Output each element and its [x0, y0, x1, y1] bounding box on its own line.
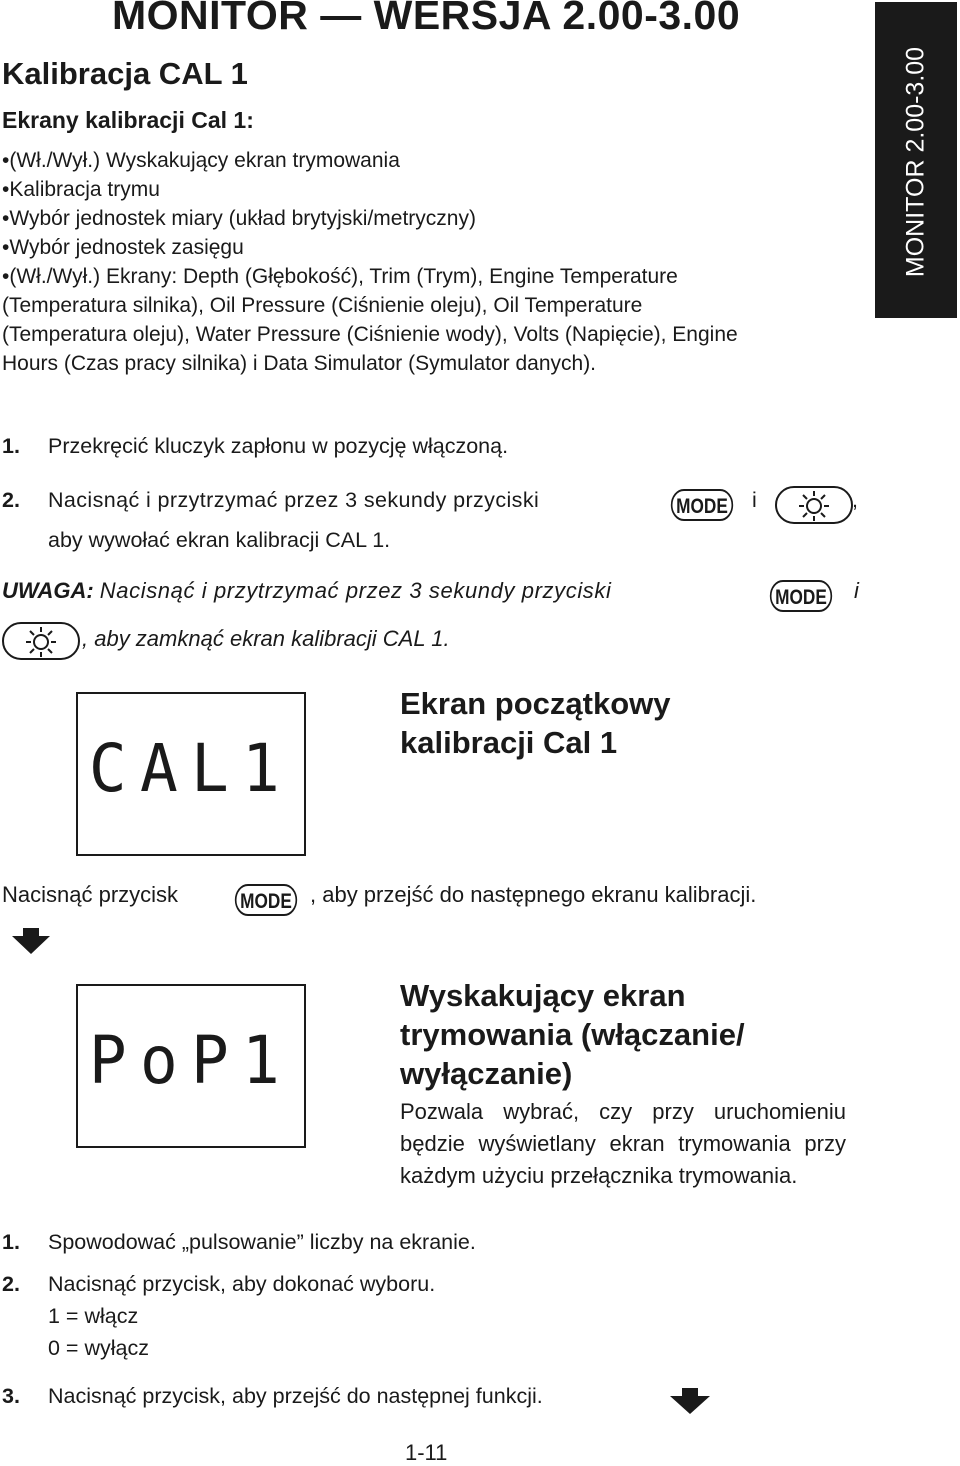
option-on: 1 = włącz — [48, 1304, 139, 1328]
press-mode-after: , aby przejść do następnego ekranu kalibracji. — [310, 882, 757, 907]
page-number: 1-11 — [405, 1440, 448, 1465]
lcd-readout: PoP1 — [88, 1022, 294, 1099]
screen2-title: Wyskakujący ekran trymowania (włączanie/ wyłączanie) — [400, 978, 745, 1091]
lcd-readout: CAL1 — [88, 730, 294, 807]
screen2-description: Pozwala wybrać, czy przy uruchomieniu będzie wyświetlany ekran trymowania przy każdym użyciu przełącznika trymowania. — [400, 1099, 846, 1188]
sun-icon — [796, 490, 832, 522]
screen1-title: Ekran początkowy kalibracji Cal 1 — [400, 686, 671, 760]
mode-button[interactable]: MODE — [235, 884, 297, 916]
page-header-title: MONITOR — WERSJA 2.00-3.00 — [112, 0, 741, 38]
screens-heading: Ekrany kalibracji Cal 1: — [2, 107, 254, 133]
list-item: •(Wł./Wył.) Ekrany: Depth (Głębokość), Trim (Trym), Engine Temperature (Temperatura silnika), Oil Pressure (Ciśnienie oleju), Oil Temperature (Temperatura oleju), Water Pressure (Ciśnienie wody), Volts (Napięcie), Engine Hours (Czas pracy silnika) i Data Simulator (Symulator danych). — [2, 265, 738, 375]
note-and: i — [854, 578, 859, 603]
step-b-2: 2. Nacisnąć przycisk, aby dokonać wyboru. — [2, 1272, 436, 1296]
option-off: 0 = wyłącz — [48, 1336, 149, 1360]
step-2-and: i — [752, 488, 757, 512]
step-b-1: 1. Spowodować „pulsowanie” liczby na ekranie. — [2, 1230, 476, 1254]
down-arrow-icon — [670, 1388, 710, 1414]
press-mode-text: Nacisnąć przycisk — [2, 882, 179, 907]
lcd-screen-cal1 — [76, 692, 306, 856]
list-item: •(Wł./Wył.) Wyskakujący ekran trymowania — [2, 149, 400, 172]
light-button[interactable] — [775, 486, 853, 524]
list-item: •Wybór jednostek miary (układ brytyjski/metryczny) — [2, 207, 476, 230]
lcd-screen-pop1 — [76, 984, 306, 1148]
note: UWAGA: Nacisnąć i przytrzymać przez 3 sekundy przyciski — [2, 578, 612, 603]
mode-button[interactable]: MODE — [770, 580, 832, 612]
light-button[interactable] — [2, 622, 80, 660]
step-b-3: 3. Nacisnąć przycisk, aby przejść do następnej funkcji. — [2, 1384, 543, 1408]
sun-icon — [23, 626, 59, 658]
note-continued: , aby zamknąć ekran kalibracji CAL 1. — [82, 626, 450, 651]
mode-button[interactable]: MODE — [671, 489, 733, 521]
side-tab-label: MONITOR 2.00-3.00 — [901, 46, 930, 278]
step-2-continued: aby wywołać ekran kalibracji CAL 1. — [48, 528, 391, 552]
section-title: Kalibracja CAL 1 — [2, 56, 248, 91]
down-arrow-icon — [12, 928, 50, 954]
step-2-comma: , — [852, 488, 858, 512]
screens-list — [2, 146, 762, 378]
step-2: 2. Nacisnąć i przytrzymać przez 3 sekundy przyciski — [2, 488, 540, 512]
list-item: •Kalibracja trymu — [2, 178, 160, 201]
list-item: •Wybór jednostek zasięgu — [2, 236, 244, 259]
side-tab — [875, 2, 957, 318]
step-1: 1. Przekręcić kluczyk zapłonu w pozycję włączoną. — [2, 434, 509, 458]
